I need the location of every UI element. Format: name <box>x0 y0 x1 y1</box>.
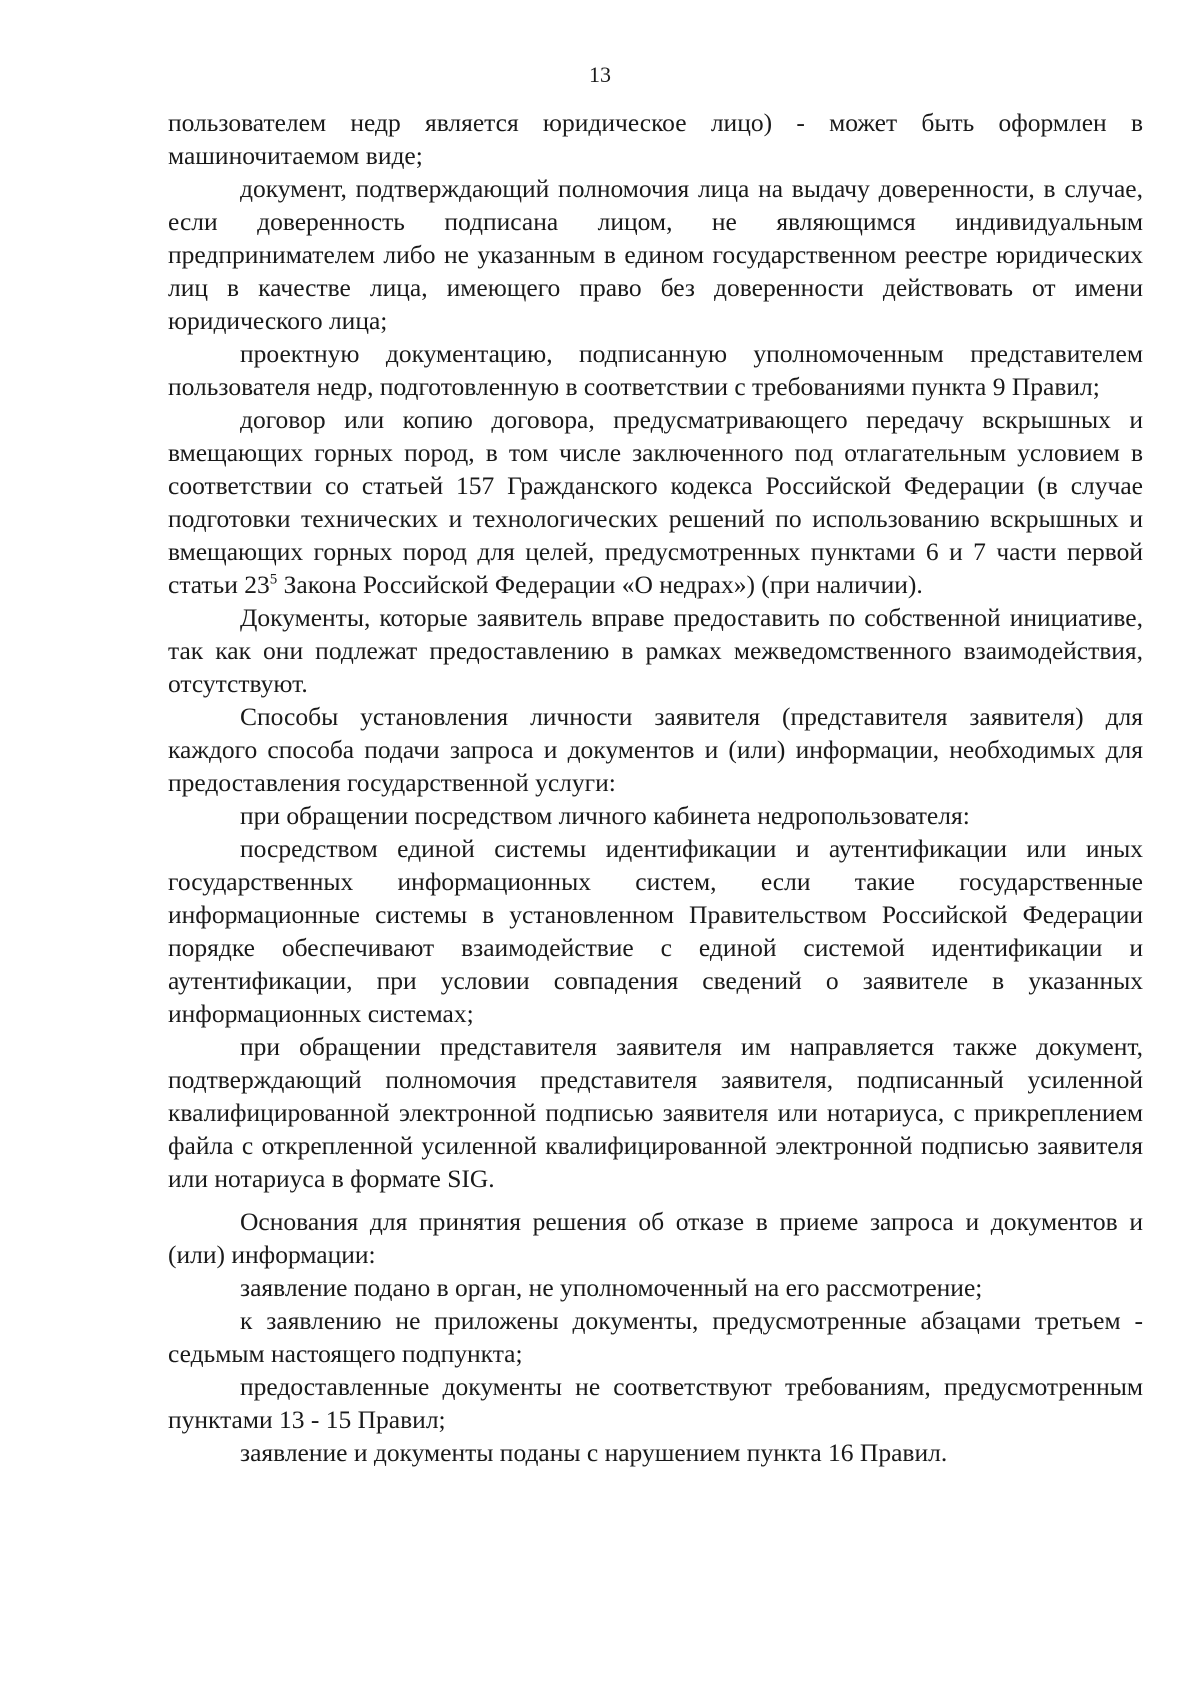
paragraph-personal-cabinet: при обращении посредством личного кабинета недропользователя: <box>240 801 970 830</box>
paragraph-optional-documents: Документы, которые заявитель вправе предоставить по собственной инициативе, так как они подлежат предоставлению в рамках межведомственного взаимодействия, отсутствуют. <box>168 603 1143 698</box>
paragraph-noncompliant-documents: предоставленные документы не соответствуют требованиям, предусмотренным пунктами 13 - 15 Правил; <box>168 1372 1143 1434</box>
article-superscript: 5 <box>269 571 278 588</box>
contract-text: договор или копию договора, предусматривающего передачу вскрышных и вмещающих горных пород, в том числе заключенного под отлагательным условием в соответствии со статьей 157 Гражданского кодекса Российской Федерации (в случае подготовки технических и технологических решений по использованию вскрышных и вмещающих горных пород для целей, предусмотренных пунктами 6 и 7 части первой статьи 23 <box>168 405 1143 599</box>
paragraph-esia: посредством единой системы идентификации и аутентификации или иных государственных информационных систем, если такие государственные информационные системы в установленном Правительством Российской Федерации порядке обеспечивают взаимодействие с единой системой идентификации и аутентификации, при условии совпадения сведений о заявителе в указанных информационных системах; <box>168 834 1143 1028</box>
page-number: 13 <box>589 62 611 87</box>
paragraph-violation: заявление и документы поданы с нарушением пункта 16 Правил. <box>240 1438 948 1467</box>
paragraph-wrong-authority: заявление подано в орган, не уполномоченный на его рассмотрение; <box>240 1273 983 1302</box>
paragraph-representative: при обращении представителя заявителя им направляется также документ, подтверждающий полномочия представителя заявителя, подписанный усиленной квалифицированной электронной подписью заявителя или нотариуса, с прикреплением файла с открепленной усиленной квалифицированной электронной подписью заявителя или нотариуса в формате SIG. <box>168 1032 1143 1193</box>
paragraph-identification-methods: Способы установления личности заявителя (представителя заявителя) для каждого способа подачи запроса и документов и (или) информации, необходимых для предоставления государственной услуги: <box>168 702 1143 797</box>
paragraph-contract <box>168 403 1143 601</box>
paragraph-authority-document: документ, подтверждающий полномочия лица на выдачу доверенности, в случае, если доверенность подписана лицом, не являющимся индивидуальным предпринимателем либо не указанным в едином государственном реестре юридических лиц в качестве лица, имеющего право без доверенности действовать от имени юридического лица; <box>168 174 1143 335</box>
paragraph-refusal-grounds: Основания для принятия решения об отказе в приеме запроса и документов и (или) информации: <box>168 1207 1143 1269</box>
document-body <box>168 106 1143 1469</box>
contract-text-tail: Закона Российской Федерации «О недрах») (при наличии). <box>277 570 923 599</box>
paragraph-project-documentation: проектную документацию, подписанную уполномоченным представителем пользователя недр, подготовленную в соответствии с требованиями пункта 9 Правил; <box>168 339 1143 401</box>
paragraph-missing-documents: к заявлению не приложены документы, предусмотренные абзацами третьем - седьмым настоящего подпункта; <box>168 1306 1143 1368</box>
paragraph-continuation: пользователем недр является юридическое лицо) - может быть оформлен в машиночитаемом виде; <box>168 108 1143 170</box>
